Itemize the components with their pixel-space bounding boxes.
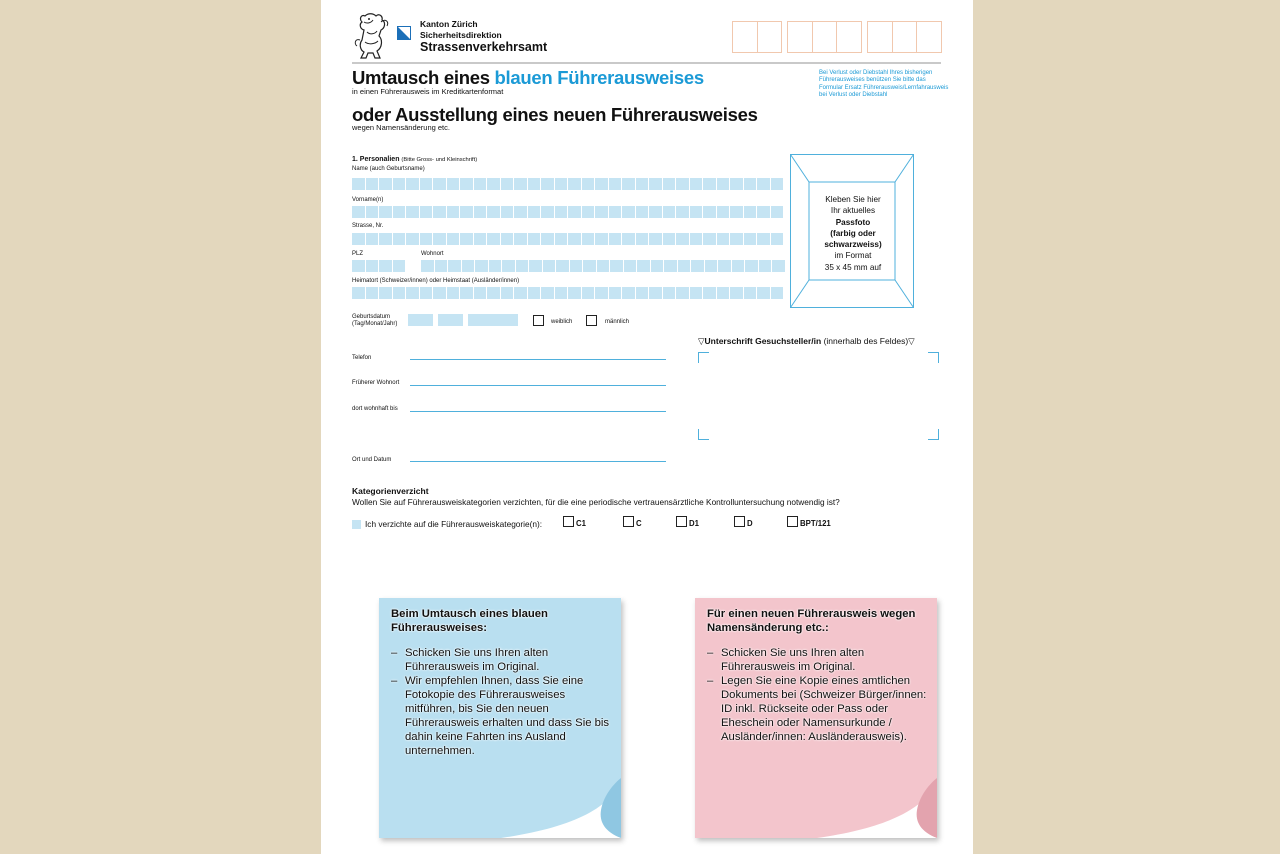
header-divider bbox=[352, 62, 941, 64]
weiblich-checkbox[interactable] bbox=[533, 315, 544, 326]
signature-corner-bottom-right bbox=[928, 429, 939, 440]
vorname-label: Vorname(n) bbox=[352, 197, 384, 203]
form-sheet bbox=[321, 0, 973, 854]
page-curl-icon bbox=[501, 778, 621, 838]
form-title-2: oder Ausstellung eines neuen Führerausweises bbox=[352, 104, 758, 125]
list-item: – Wir empfehlen Ihnen, dass Sie eine Fotokopie des Führerausweises mitführen, bis Sie den neuen Führerausweis erhalten und dass Sie bis dahin keine Fahrten ins Ausland unternehmen. bbox=[391, 674, 613, 758]
kategorie-marker bbox=[352, 520, 361, 529]
kategorie-bpt-label: BPT/121 bbox=[800, 519, 831, 528]
vorname-field[interactable] bbox=[352, 206, 783, 218]
lion-coat-of-arms-icon bbox=[351, 10, 391, 60]
canton-name: Kanton Zürich bbox=[420, 19, 478, 29]
heimatort-field[interactable] bbox=[352, 287, 783, 299]
kategorie-d1-checkbox[interactable] bbox=[676, 516, 687, 527]
zurich-flag-icon bbox=[397, 26, 411, 40]
signature-corner-top-right bbox=[928, 352, 939, 363]
name-label: Name (auch Geburtsname) bbox=[352, 166, 425, 172]
wohnhaft-bis-label: dort wohnhaft bis bbox=[352, 406, 398, 412]
page-curl-icon bbox=[817, 778, 937, 838]
form-subtitle-1: in einen Führerausweis im Kreditkartenformat bbox=[352, 87, 504, 96]
note-pink-title: Für einen neuen Führerausweis wegen Namensänderung etc.: bbox=[707, 608, 916, 634]
maennlich-label: männlich bbox=[605, 319, 630, 325]
form-subtitle-2: wegen Namensänderung etc. bbox=[352, 123, 450, 132]
directorate-name: Sicherheitsdirektion bbox=[420, 30, 502, 40]
plz-field[interactable] bbox=[352, 260, 405, 272]
section-personalien-heading: 1. Personalien (Bitte Gross- und Kleinschrift) bbox=[352, 156, 478, 163]
kategorie-d1-label: D1 bbox=[689, 519, 699, 528]
list-item: – Schicken Sie uns Ihren alten Führerausweis im Original. bbox=[707, 646, 929, 674]
name-field[interactable] bbox=[352, 178, 783, 190]
kategorie-c1-checkbox[interactable] bbox=[563, 516, 574, 527]
kategorie-text: Ich verzichte auf die Führerausweiskategorie(n): bbox=[365, 519, 543, 529]
reference-boxes-3[interactable] bbox=[867, 21, 942, 53]
form-title-1: Umtausch eines blauen Führerausweises bbox=[352, 67, 704, 88]
geburtsdatum-field[interactable] bbox=[408, 314, 518, 326]
signature-corner-top-left bbox=[698, 352, 709, 363]
note-blue-list bbox=[391, 646, 613, 758]
maennlich-checkbox[interactable] bbox=[586, 315, 597, 326]
weiblich-label: weiblich bbox=[551, 319, 573, 325]
reference-boxes-2[interactable] bbox=[787, 21, 862, 53]
telefon-field[interactable] bbox=[410, 359, 666, 360]
kategorie-d-checkbox[interactable] bbox=[734, 516, 745, 527]
strasse-field[interactable] bbox=[352, 233, 783, 245]
signature-label: ▽Unterschrift Gesuchsteller/in (innerhalb des Feldes)▽ bbox=[698, 336, 915, 346]
frueherer-wohnort-field[interactable] bbox=[410, 385, 666, 386]
kategorie-c-checkbox[interactable] bbox=[623, 516, 634, 527]
kategorie-d-label: D bbox=[747, 519, 753, 528]
loss-theft-note: Bei Verlust oder Diebstahl Ihres bisherigen Führerausweises benützen Sie bitte das Formular Ersatz Führerausweis/Lernfahrausweis bei Verlust oder Diebstahl bbox=[819, 70, 949, 99]
reference-boxes-1[interactable] bbox=[732, 21, 782, 53]
note-blue-umtausch bbox=[379, 598, 621, 838]
wohnort-field[interactable] bbox=[421, 260, 785, 272]
kategorie-bpt-checkbox[interactable] bbox=[787, 516, 798, 527]
signature-field[interactable] bbox=[698, 352, 939, 440]
note-pink-namensaenderung bbox=[695, 598, 937, 838]
kategorie-c-label: C bbox=[636, 519, 642, 528]
signature-corner-bottom-left bbox=[698, 429, 709, 440]
kategorie-c1-label: C1 bbox=[576, 519, 586, 528]
heimatort-label: Heimatort (Schweizer/innen) oder Heimstaat (Ausländer/innen) bbox=[352, 278, 520, 284]
geburtsdatum-label: Geburtsdatum (Tag/Monat/Jahr) bbox=[352, 314, 398, 327]
note-pink-list bbox=[707, 646, 929, 744]
wohnort-label: Wohnort bbox=[421, 251, 444, 257]
list-item: – Schicken Sie uns Ihren alten Führerausweis im Original. bbox=[391, 646, 613, 674]
kategorie-title: Kategorienverzicht bbox=[352, 486, 429, 496]
ort-datum-label: Ort und Datum bbox=[352, 457, 392, 463]
wohnhaft-bis-field[interactable] bbox=[410, 411, 666, 412]
strasse-label: Strasse, Nr. bbox=[352, 223, 384, 229]
telefon-label: Telefon bbox=[352, 355, 372, 361]
kategorie-question: Wollen Sie auf Führerausweiskategorien verzichten, für die eine periodische vertrauensärztliche Kontrolluntersuchung notwendig ist? bbox=[352, 497, 840, 507]
plz-label: PLZ bbox=[352, 251, 364, 257]
ort-datum-field[interactable] bbox=[410, 461, 666, 462]
frueherer-wohnort-label: Früherer Wohnort bbox=[352, 380, 400, 386]
office-name: Strassenverkehrsamt bbox=[420, 40, 548, 54]
note-blue-title: Beim Umtausch eines blauen Führerausweises: bbox=[391, 608, 548, 634]
photo-instructions: Kleben Sie hier Ihr aktuelles Passfoto (farbig oder schwarzweiss) im Format 35 x 45 mm auf bbox=[824, 195, 882, 272]
list-item: – Legen Sie eine Kopie eines amtlichen Dokuments bei (Schweizer Bürger/innen: ID inkl. Rückseite oder Pass oder Eheschein oder Namensurkunde / Ausländer/innen: Ausländerausweis). bbox=[707, 674, 929, 744]
